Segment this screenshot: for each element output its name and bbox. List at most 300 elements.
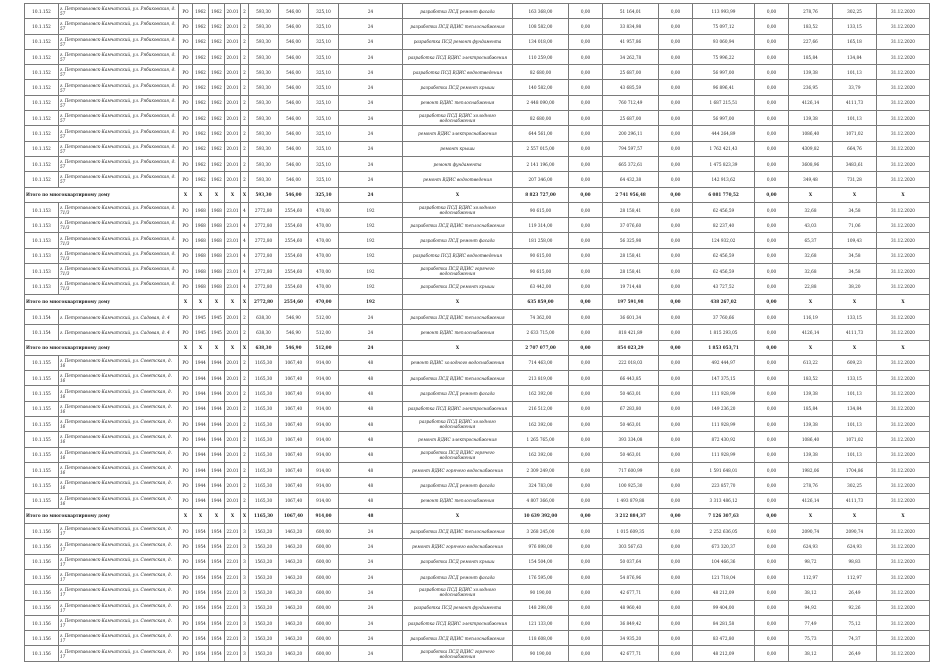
cell-work-type: ремонт ВДИС теплоснабжения (403, 95, 513, 110)
cell-total-cost: 635 859,00 (513, 294, 569, 309)
cell-address: г. Петропавловск-Камчатский, ул. Советская, д. 16 (59, 417, 179, 432)
cell-deadline: 31.12.2020 (877, 386, 930, 401)
cell-work-type: разработка ПСД ремонт фасада (403, 4, 513, 19)
cell-total-cost: 8 823 727,00 (513, 187, 569, 202)
cell-residents: 24 (339, 524, 403, 539)
cell-residents: 24 (339, 646, 403, 661)
cell-series: 20.01 (225, 126, 241, 141)
cell-fund-owners: 1 853 053,71 (693, 340, 755, 355)
cell-series: 20.01 (225, 462, 241, 477)
cell-total-cost: 2 707 077,00 (513, 340, 569, 355)
cell-work-type: ремонт ВДИС теплоснабжения (403, 325, 513, 340)
cell-residents: 24 (339, 187, 403, 202)
cell-fund-other: 0,00 (755, 279, 789, 294)
cell-year-built: X (193, 340, 209, 355)
cell-floors: 2 (241, 386, 249, 401)
cell-unit-cost: 75,73 (789, 631, 833, 646)
cell-area-living: 2554,60 (279, 264, 309, 279)
cell-year-repair: 1962 (209, 34, 225, 49)
cell-wall-material: РО (179, 600, 193, 615)
cell-floors: 3 (241, 554, 249, 569)
cell-deadline: 31.12.2020 (877, 141, 930, 156)
cell-unit-cost: 65,37 (789, 233, 833, 248)
cell-total-cost: 140 582,00 (513, 80, 569, 95)
cell-fund-other: 0,00 (755, 49, 789, 64)
cell-deadline: 31.12.2020 (877, 19, 930, 34)
cell-series: 22.01 (225, 615, 241, 630)
cell-id: 10.1.156 (25, 539, 59, 554)
cell-year-repair: X (209, 508, 225, 523)
cell-fund-other: 0,00 (755, 401, 789, 416)
cell-address: г. Петропавловск-Камчатский, ул. Рябиковская, д. 57 (59, 65, 179, 80)
cell-fund-regional: 41 957,86 (603, 34, 659, 49)
cell-floors: 2 (241, 156, 249, 171)
cell-residents: 24 (339, 325, 403, 340)
cell-year-repair: 1962 (209, 156, 225, 171)
cell-series: 20.01 (225, 325, 241, 340)
cell-fund-other: 0,00 (755, 462, 789, 477)
cell-id: 10.1.152 (25, 111, 59, 126)
table-row (25, 417, 930, 432)
cell-fund-other: 0,00 (755, 80, 789, 95)
table-row (25, 554, 930, 569)
cell-fund-other: 0,00 (755, 156, 789, 171)
cell-series: 20.01 (225, 19, 241, 34)
cell-address: г. Петропавловск-Камчатский, ул. Советская, д. 16 (59, 462, 179, 477)
cell-floors: 2 (241, 309, 249, 324)
cell-area-other: 470,00 (309, 202, 339, 217)
cell-year-built: 1968 (193, 264, 209, 279)
cell-deadline: 31.12.2020 (877, 309, 930, 324)
cell-year-repair: 1954 (209, 600, 225, 615)
cell-fund-local: 0,00 (659, 539, 693, 554)
cell-address: г. Петропавловск-Камчатский, ул. Рябиковская, д. 71/3 (59, 248, 179, 263)
table-row (25, 264, 930, 279)
cell-area-other: 600,00 (309, 646, 339, 661)
cell-series: 20.01 (225, 95, 241, 110)
cell-year-built: 1945 (193, 325, 209, 340)
cell-floors: 2 (241, 462, 249, 477)
cell-total-cost: 108 582,00 (513, 19, 569, 34)
cell-area-total: 2772,80 (249, 264, 279, 279)
cell-fund-regional: 1 493 879,88 (603, 493, 659, 508)
cell-total-label: Итого по многоквартирному дому (25, 294, 179, 309)
cell-total-cost: 1 265 765,00 (513, 432, 569, 447)
cell-fund-other: 0,00 (755, 585, 789, 600)
cell-fund-other: 0,00 (755, 569, 789, 584)
cell-fund-owners: 93 060,94 (693, 34, 755, 49)
cell-year-repair: 1954 (209, 569, 225, 584)
cell-area-other: 325,10 (309, 172, 339, 187)
cell-work-type: разработка ПСД ВДИС электроснабжения (403, 401, 513, 416)
cell-year-repair: 1954 (209, 631, 225, 646)
cell-fund-local: 0,00 (659, 95, 693, 110)
cell-area-other: 600,00 (309, 631, 339, 646)
cell-fund-owners: 6 081 770,52 (693, 187, 755, 202)
cell-year-built: X (193, 187, 209, 202)
cell-area-total: 1563,20 (249, 554, 279, 569)
cell-fund-owners: 96 896,41 (693, 80, 755, 95)
cell-deadline: 31.12.2020 (877, 539, 930, 554)
cell-unit-limit: 624,93 (833, 539, 877, 554)
cell-year-repair: 1968 (209, 233, 225, 248)
cell-area-other: 325,10 (309, 187, 339, 202)
cell-year-built: 1968 (193, 233, 209, 248)
cell-residents: 24 (339, 126, 403, 141)
cell-fund-regional: 222 018,03 (603, 355, 659, 370)
cell-deadline: 31.12.2020 (877, 233, 930, 248)
cell-area-other: 470,00 (309, 233, 339, 248)
cell-area-other: 325,10 (309, 34, 339, 49)
cell-series: X (225, 187, 241, 202)
cell-work-type: разработка ПСД ВДИС холодного водоснабжения (403, 111, 513, 126)
cell-area-other: 512,00 (309, 325, 339, 340)
cell-unit-cost: 77,49 (789, 615, 833, 630)
cell-fund-federal: 0,00 (569, 539, 603, 554)
cell-year-built: 1954 (193, 615, 209, 630)
cell-series: 23.01 (225, 233, 241, 248)
cell-unit-cost: 278,76 (789, 478, 833, 493)
cell-area-other: 600,00 (309, 569, 339, 584)
cell-fund-other: 0,00 (755, 202, 789, 217)
cell-year-built: 1944 (193, 401, 209, 416)
cell-address: г. Петропавловск-Камчатский, ул. Советская, д. 16 (59, 386, 179, 401)
cell-year-built: 1945 (193, 309, 209, 324)
cell-address: г. Петропавловск-Камчатский, ул. Советская, д. 17 (59, 539, 179, 554)
cell-deadline: 31.12.2020 (877, 95, 930, 110)
cell-fund-regional: 42 677,71 (603, 585, 659, 600)
cell-wall-material: РО (179, 95, 193, 110)
cell-fund-owners: 872 430,92 (693, 432, 755, 447)
cell-unit-limit: 664,76 (833, 141, 877, 156)
cell-unit-cost: 278,76 (789, 4, 833, 19)
cell-fund-regional: 854 023,29 (603, 340, 659, 355)
cell-total-cost: 74 362,00 (513, 309, 569, 324)
table-row (25, 111, 930, 126)
cell-deadline: 31.12.2020 (877, 462, 930, 477)
table-row (25, 126, 930, 141)
cell-fund-owners: 104 466,36 (693, 554, 755, 569)
cell-residents: 192 (339, 294, 403, 309)
cell-area-living: 1067,40 (279, 493, 309, 508)
cell-fund-other: 0,00 (755, 600, 789, 615)
cell-total-cost: 162 392,00 (513, 447, 569, 462)
cell-id: 10.1.155 (25, 417, 59, 432)
cell-fund-other: 0,00 (755, 111, 789, 126)
cell-total-label: Итого по многоквартирному дому (25, 340, 179, 355)
cell-wall-material: X (179, 508, 193, 523)
cell-area-living: 546,00 (279, 49, 309, 64)
cell-fund-regional: 50 463,01 (603, 386, 659, 401)
cell-unit-limit: 2090,74 (833, 524, 877, 539)
cell-area-living: 546,00 (279, 156, 309, 171)
cell-unit-cost: 139,38 (789, 447, 833, 462)
cell-fund-regional: 100 925,30 (603, 478, 659, 493)
cell-fund-regional: 51 164,01 (603, 4, 659, 19)
cell-id: 10.1.152 (25, 141, 59, 156)
cell-residents: 48 (339, 417, 403, 432)
cell-deadline: X (877, 187, 930, 202)
cell-deadline: X (877, 294, 930, 309)
cell-area-living: 2554,60 (279, 279, 309, 294)
table-row (25, 233, 930, 248)
cell-area-other: 470,00 (309, 294, 339, 309)
cell-fund-local: 0,00 (659, 340, 693, 355)
cell-wall-material: X (179, 187, 193, 202)
cell-work-type: разработка ПСД ВДИС теплоснабжения (403, 309, 513, 324)
cell-fund-owners: 75 996,22 (693, 49, 755, 64)
cell-id: 10.1.156 (25, 585, 59, 600)
cell-year-repair: 1962 (209, 126, 225, 141)
cell-area-other: 914,00 (309, 432, 339, 447)
cell-year-built: 1962 (193, 80, 209, 95)
cell-area-living: 1067,40 (279, 401, 309, 416)
cell-fund-regional: 2 741 956,48 (603, 187, 659, 202)
cell-wall-material: РО (179, 646, 193, 661)
cell-series: 23.01 (225, 264, 241, 279)
cell-work-type: разработка ПСД ремонт фасада (403, 386, 513, 401)
cell-address: г. Петропавловск-Камчатский, ул. Советская, д. 17 (59, 631, 179, 646)
cell-fund-other: 0,00 (755, 355, 789, 370)
cell-area-living: 546,00 (279, 65, 309, 80)
cell-fund-local: 0,00 (659, 615, 693, 630)
cell-floors: 4 (241, 218, 249, 233)
cell-floors: 3 (241, 539, 249, 554)
cell-work-type: ремонт ВДИС холодного водоснабжения (403, 355, 513, 370)
cell-unit-limit: 165,18 (833, 34, 877, 49)
cell-fund-other: 0,00 (755, 325, 789, 340)
cell-wall-material: РО (179, 569, 193, 584)
cell-year-built: 1962 (193, 172, 209, 187)
table-row (25, 4, 930, 19)
cell-fund-owners: 37 760,66 (693, 309, 755, 324)
total-row (25, 340, 930, 355)
table-row (25, 202, 930, 217)
cell-unit-limit: 134,84 (833, 401, 877, 416)
cell-area-other: 325,10 (309, 49, 339, 64)
cell-area-living: 1463,20 (279, 524, 309, 539)
cell-fund-regional: 36 601,34 (603, 309, 659, 324)
cell-area-living: 546,00 (279, 95, 309, 110)
cell-series: 20.01 (225, 417, 241, 432)
cell-area-other: 325,10 (309, 4, 339, 19)
cell-series: 22.01 (225, 631, 241, 646)
cell-year-repair: 1962 (209, 95, 225, 110)
cell-fund-other: 0,00 (755, 493, 789, 508)
cell-wall-material: РО (179, 447, 193, 462)
cell-area-total: 1563,20 (249, 585, 279, 600)
cell-floors: 4 (241, 248, 249, 263)
cell-fund-regional: 25 687,00 (603, 65, 659, 80)
cell-area-living: 546,90 (279, 325, 309, 340)
cell-year-repair: 1944 (209, 371, 225, 386)
cell-fund-regional: 37 076,60 (603, 218, 659, 233)
cell-year-built: 1944 (193, 447, 209, 462)
cell-total-cost: 82 680,00 (513, 111, 569, 126)
cell-id: 10.1.152 (25, 34, 59, 49)
cell-year-repair: 1945 (209, 325, 225, 340)
cell-work-type: разработка ПСД ВДИС теплоснабжения (403, 524, 513, 539)
cell-fund-regional: 28 158,41 (603, 202, 659, 217)
cell-fund-local: 0,00 (659, 248, 693, 263)
cell-area-total: 593,30 (249, 34, 279, 49)
cell-series: 23.01 (225, 202, 241, 217)
cell-fund-local: 0,00 (659, 218, 693, 233)
cell-area-total: 2772,80 (249, 248, 279, 263)
cell-area-living: 1463,20 (279, 585, 309, 600)
cell-wall-material: РО (179, 417, 193, 432)
cell-year-built: 1954 (193, 631, 209, 646)
cell-total-cost: 110 259,00 (513, 49, 569, 64)
cell-series: 20.01 (225, 401, 241, 416)
table-row (25, 355, 930, 370)
cell-floors: 2 (241, 401, 249, 416)
cell-fund-regional: 42 677,71 (603, 646, 659, 661)
cell-year-repair: 1962 (209, 111, 225, 126)
cell-fund-other: 0,00 (755, 340, 789, 355)
cell-area-other: 914,00 (309, 462, 339, 477)
cell-area-living: 1463,20 (279, 631, 309, 646)
cell-total-cost: 121 133,00 (513, 615, 569, 630)
cell-floors: 2 (241, 417, 249, 432)
cell-area-total: 1165,30 (249, 478, 279, 493)
cell-area-other: 325,10 (309, 141, 339, 156)
cell-fund-local: 0,00 (659, 386, 693, 401)
cell-year-repair: 1944 (209, 432, 225, 447)
cell-series: 20.01 (225, 65, 241, 80)
cell-area-total: 1165,30 (249, 447, 279, 462)
cell-total-cost: 63 442,00 (513, 279, 569, 294)
cell-residents: 192 (339, 233, 403, 248)
cell-series: 22.01 (225, 554, 241, 569)
cell-area-living: 1067,40 (279, 462, 309, 477)
cell-unit-limit: 71,06 (833, 218, 877, 233)
cell-wall-material: РО (179, 202, 193, 217)
cell-year-repair: 1954 (209, 585, 225, 600)
cell-unit-cost: 1086,40 (789, 126, 833, 141)
cell-fund-other: 0,00 (755, 447, 789, 462)
cell-floors: 4 (241, 279, 249, 294)
cell-wall-material: РО (179, 631, 193, 646)
cell-total-label: Итого по многоквартирному дому (25, 508, 179, 523)
cell-fund-owners: 673 320,37 (693, 539, 755, 554)
cell-year-built: 1954 (193, 569, 209, 584)
total-row (25, 294, 930, 309)
cell-fund-federal: 0,00 (569, 279, 603, 294)
cell-wall-material: РО (179, 233, 193, 248)
table-row (25, 309, 930, 324)
cell-area-living: 1463,20 (279, 615, 309, 630)
cell-floors: X (241, 187, 249, 202)
cell-address: г. Петропавловск-Камчатский, ул. Советская, д. 16 (59, 355, 179, 370)
cell-area-living: 546,00 (279, 34, 309, 49)
table-row (25, 600, 930, 615)
cell-unit-cost: 4126,14 (789, 95, 833, 110)
cell-series: 20.01 (225, 355, 241, 370)
cell-work-type: ремонт ВДИС теплоснабжения (403, 493, 513, 508)
cell-unit-cost: X (789, 340, 833, 355)
cell-fund-federal: 0,00 (569, 325, 603, 340)
cell-fund-federal: 0,00 (569, 156, 603, 171)
cell-year-built: 1944 (193, 462, 209, 477)
cell-area-living: 546,90 (279, 309, 309, 324)
cell-fund-other: 0,00 (755, 386, 789, 401)
cell-fund-local: 0,00 (659, 371, 693, 386)
cell-work-type: разработка ПСД ВДИС горячего водоснабжения (403, 646, 513, 661)
cell-fund-owners: 48 212,09 (693, 646, 755, 661)
cell-fund-other: 0,00 (755, 294, 789, 309)
cell-year-built: 1944 (193, 493, 209, 508)
cell-unit-cost: 4126,14 (789, 325, 833, 340)
cell-total-cost: 82 680,00 (513, 65, 569, 80)
cell-floors: 2 (241, 325, 249, 340)
cell-total-cost: 163 368,00 (513, 4, 569, 19)
cell-floors: 2 (241, 80, 249, 95)
cell-series: 23.01 (225, 279, 241, 294)
cell-wall-material: РО (179, 49, 193, 64)
cell-fund-other: 0,00 (755, 432, 789, 447)
cell-unit-limit: X (833, 294, 877, 309)
cell-area-total: 593,30 (249, 49, 279, 64)
cell-residents: 48 (339, 447, 403, 462)
cell-unit-limit: 33,79 (833, 80, 877, 95)
cell-fund-other: 0,00 (755, 141, 789, 156)
cell-id: 10.1.156 (25, 554, 59, 569)
cell-unit-cost: 22,88 (789, 279, 833, 294)
cell-fund-regional: 3 212 884,37 (603, 508, 659, 523)
cell-work-type: ремонт крыши (403, 141, 513, 156)
cell-total-cost: 134 018,00 (513, 34, 569, 49)
cell-fund-owners: 1 687 215,51 (693, 95, 755, 110)
cell-unit-cost: 38,12 (789, 646, 833, 661)
cell-fund-local: 0,00 (659, 279, 693, 294)
cell-fund-federal: 0,00 (569, 432, 603, 447)
table-row (25, 248, 930, 263)
cell-id: 10.1.153 (25, 264, 59, 279)
cell-series: X (225, 294, 241, 309)
cell-id: 10.1.152 (25, 19, 59, 34)
cell-total-cost: 2 309 249,00 (513, 462, 569, 477)
cell-residents: 24 (339, 585, 403, 600)
cell-fund-federal: 0,00 (569, 478, 603, 493)
cell-unit-cost: X (789, 294, 833, 309)
cell-year-repair: 1954 (209, 554, 225, 569)
cell-fund-other: 0,00 (755, 508, 789, 523)
cell-fund-federal: 0,00 (569, 248, 603, 263)
cell-id: 10.1.152 (25, 65, 59, 80)
cell-year-repair: 1962 (209, 172, 225, 187)
cell-fund-federal: 0,00 (569, 264, 603, 279)
cell-series: 22.01 (225, 539, 241, 554)
cell-residents: 48 (339, 401, 403, 416)
cell-fund-regional: 794 597,57 (603, 141, 659, 156)
cell-deadline: 31.12.2020 (877, 355, 930, 370)
cell-fund-owners: 99 404,00 (693, 600, 755, 615)
cell-fund-federal: 0,00 (569, 386, 603, 401)
cell-fund-regional: 717 600,99 (603, 462, 659, 477)
cell-fund-other: 0,00 (755, 309, 789, 324)
cell-unit-cost: 4309,82 (789, 141, 833, 156)
cell-unit-cost: 1982,06 (789, 462, 833, 477)
cell-year-repair: 1962 (209, 4, 225, 19)
cell-total-cost: 644 561,00 (513, 126, 569, 141)
cell-fund-other: 0,00 (755, 4, 789, 19)
cell-fund-local: 0,00 (659, 355, 693, 370)
cell-area-living: 1067,40 (279, 447, 309, 462)
cell-area-total: 2772,80 (249, 202, 279, 217)
cell-unit-cost: 32,68 (789, 264, 833, 279)
cell-area-total: 1165,30 (249, 417, 279, 432)
